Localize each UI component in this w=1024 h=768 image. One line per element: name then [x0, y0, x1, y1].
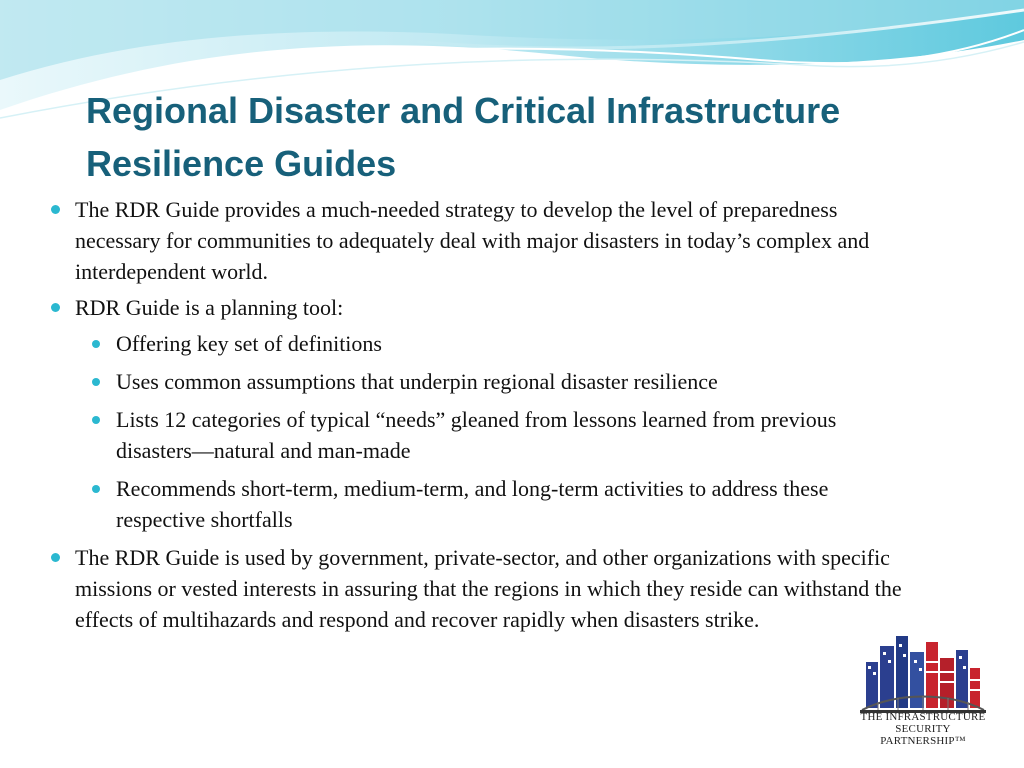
sub-bullet-item: Offering key set of definitions	[85, 328, 914, 359]
bullet-item: The RDR Guide provides a much-needed strategy to develop the level of preparedness necessary for communities to adequately deal with major disasters in today’s complex and interdependent world.	[44, 194, 914, 287]
logo-caption	[858, 711, 988, 747]
slide-body	[44, 194, 914, 640]
logo-caption-line-1: THE INFRASTRUCTURE	[860, 711, 986, 723]
sub-bullet-item: Recommends short-term, medium-term, and long-term activities to address these respective shortfalls	[85, 473, 914, 535]
bullet-item: RDR Guide is a planning tool:	[44, 292, 914, 323]
bullet-item: The RDR Guide is used by government, private-sector, and other organizations with specific missions or vested interests in assuring that the regions in which they reside can withstand the effects of multihazards and respond and recover rapidly when disasters strike.	[44, 542, 914, 635]
slide-title: Regional Disaster and Critical Infrastructure Resilience Guides	[86, 90, 841, 184]
logo-caption-line-2: SECURITY PARTNERSHIP™	[880, 723, 966, 747]
sub-bullet-item: Uses common assumptions that underpin regional disaster resilience	[85, 366, 914, 397]
sub-bullet-item: Lists 12 categories of typical “needs” gleaned from lessons learned from previous disasters—natural and man-made	[85, 404, 914, 466]
